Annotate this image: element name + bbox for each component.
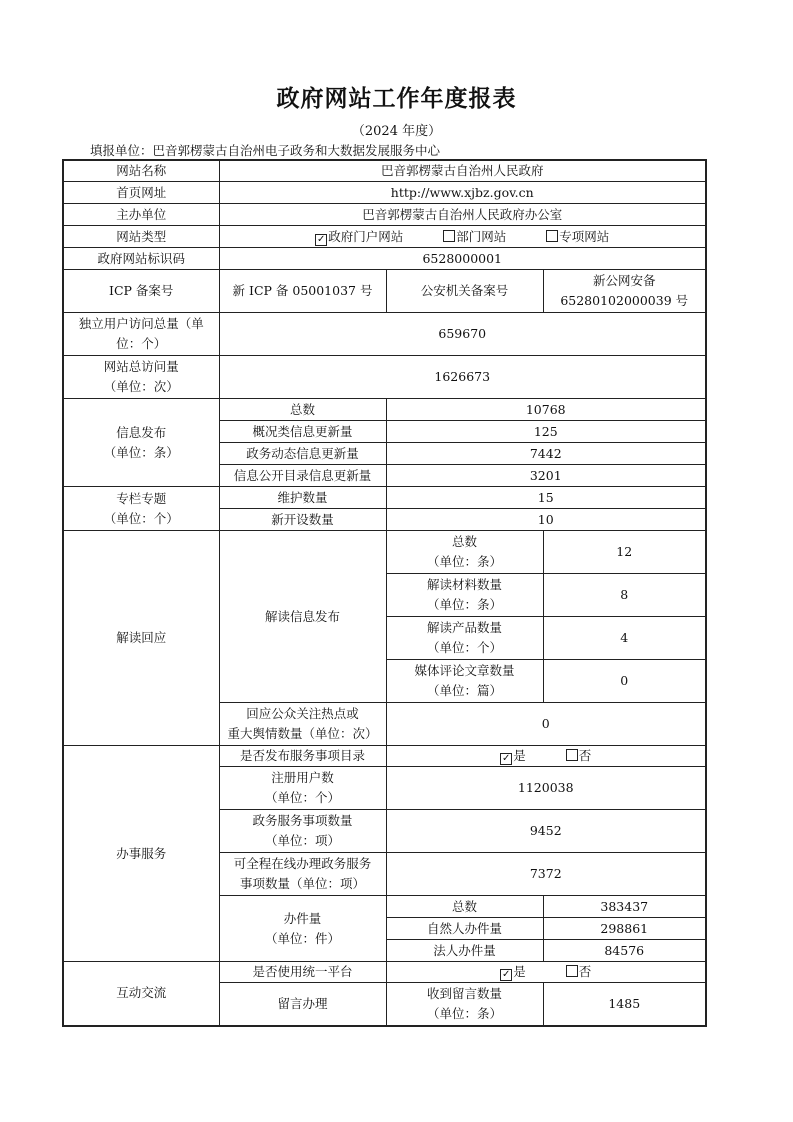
table-row xyxy=(63,356,706,399)
site-id-label: 政府网站标识码 xyxy=(63,248,219,270)
checkbox-icon[interactable] xyxy=(566,965,578,977)
home-url-label: 首页网址 xyxy=(63,182,219,204)
option-no[interactable]: 否 xyxy=(566,746,592,766)
interpret-item-label: 解读材料数量 （单位：条） xyxy=(386,574,543,617)
site-type-label: 网站类型 xyxy=(63,226,219,248)
items-count-label: 政务服务事项数量 （单位：项） xyxy=(219,810,386,853)
table-row xyxy=(63,531,706,574)
option-special[interactable]: 专项网站 xyxy=(546,227,609,247)
table-row xyxy=(63,399,706,421)
checkbox-icon[interactable] xyxy=(443,230,455,242)
interpret-sub-label: 解读信息发布 xyxy=(219,531,386,703)
message-count-label: 收到留言数量 （单位：条） xyxy=(386,983,543,1026)
table-row xyxy=(63,487,706,509)
checkbox-icon[interactable] xyxy=(566,749,578,761)
column-item-label: 维护数量 xyxy=(219,487,386,509)
uv-value: 659670 xyxy=(219,313,706,356)
volume-item-value: 383437 xyxy=(543,896,706,918)
host-unit-label: 主办单位 xyxy=(63,204,219,226)
checkbox-icon[interactable]: ✓ xyxy=(502,969,511,980)
response-label: 回应公众关注热点或 重大舆情数量（单位：次） xyxy=(219,703,386,746)
police-record-value: 新公网安备 65280102000039 号 xyxy=(543,270,706,313)
items-count-value: 9452 xyxy=(386,810,706,853)
users-label: 注册用户数 （单位：个） xyxy=(219,767,386,810)
info-item-value: 7442 xyxy=(386,443,706,465)
column-section-label: 专栏专题 （单位：个） xyxy=(63,487,219,531)
site-type-options xyxy=(219,226,706,248)
table-row xyxy=(63,204,706,226)
police-record-label: 公安机关备案号 xyxy=(386,270,543,313)
icp-label: ICP 备案号 xyxy=(63,270,219,313)
table-row xyxy=(63,962,706,983)
option-department[interactable]: 部门网站 xyxy=(443,227,506,247)
info-item-label: 政务动态信息更新量 xyxy=(219,443,386,465)
table-row xyxy=(63,248,706,270)
platform-label: 是否使用统一平台 xyxy=(219,962,386,983)
pv-value: 1626673 xyxy=(219,356,706,399)
option-portal[interactable]: ✓ 政府门户网站 xyxy=(317,228,404,245)
option-no[interactable]: 否 xyxy=(566,962,592,982)
platform-options xyxy=(386,962,706,983)
site-id-value: 6528000001 xyxy=(219,248,706,270)
option-yes[interactable]: ✓ 是 xyxy=(502,748,526,764)
info-item-label: 概况类信息更新量 xyxy=(219,421,386,443)
catalog-label: 是否发布服务事项目录 xyxy=(219,746,386,767)
checkbox-icon[interactable]: ✓ xyxy=(502,753,511,764)
page-title: 政府网站工作年度报表 xyxy=(276,85,517,112)
users-value: 1120038 xyxy=(386,767,706,810)
volume-item-label: 总数 xyxy=(386,896,543,918)
volume-item-label: 自然人办件量 xyxy=(386,918,543,940)
icp-value: 新 ICP 备 05001037 号 xyxy=(219,270,386,313)
online-label: 可全程在线办理政务服务 事项数量（单位：项） xyxy=(219,853,386,896)
volume-label: 办件量 （单位：件） xyxy=(219,896,386,962)
online-value: 7372 xyxy=(386,853,706,896)
interpret-section-label: 解读回应 xyxy=(63,531,219,746)
column-item-label: 新开设数量 xyxy=(219,509,386,531)
table-row xyxy=(63,182,706,204)
interaction-section-label: 互动交流 xyxy=(63,962,219,1026)
pv-label: 网站总访问量 （单位：次） xyxy=(63,356,219,399)
interpret-item-label: 总数 （单位：条） xyxy=(386,531,543,574)
checkbox-icon[interactable]: ✓ xyxy=(317,233,326,245)
volume-item-label: 法人办件量 xyxy=(386,940,543,962)
interpret-item-label: 解读产品数量 （单位：个） xyxy=(386,617,543,660)
interpret-item-value: 8 xyxy=(543,574,706,617)
table-row xyxy=(63,270,706,313)
info-item-label: 信息公开目录信息更新量 xyxy=(219,465,386,487)
checkbox-icon[interactable] xyxy=(546,230,558,242)
volume-item-value: 298861 xyxy=(543,918,706,940)
volume-item-value: 84576 xyxy=(543,940,706,962)
report-year: （2024 年度） xyxy=(351,124,442,139)
option-yes[interactable]: ✓ 是 xyxy=(502,964,526,980)
catalog-options xyxy=(386,746,706,767)
uv-label: 独立用户访问总量（单 位：个） xyxy=(63,313,219,356)
host-unit-value: 巴音郭楞蒙古自治州人民政府办公室 xyxy=(219,204,706,226)
home-url-value: http://www.xjbz.gov.cn xyxy=(219,182,706,204)
info-item-label: 总数 xyxy=(219,399,386,421)
table-row xyxy=(63,313,706,356)
table-row xyxy=(63,226,706,248)
interpret-item-value: 4 xyxy=(543,617,706,660)
table-row xyxy=(63,160,706,182)
column-item-value: 15 xyxy=(386,487,706,509)
site-name-label: 网站名称 xyxy=(63,160,219,182)
response-value: 0 xyxy=(386,703,706,746)
interpret-item-value: 12 xyxy=(543,531,706,574)
interpret-item-label: 媒体评论文章数量 （单位：篇） xyxy=(386,660,543,703)
info-item-value: 3201 xyxy=(386,465,706,487)
message-label: 留言办理 xyxy=(219,983,386,1026)
message-count-value: 1485 xyxy=(543,983,706,1026)
reporting-unit: 填报单位：巴音郭楞蒙古自治州电子政务和大数据发展服务中心 xyxy=(90,143,441,158)
interpret-item-value: 0 xyxy=(543,660,706,703)
site-name-value: 巴音郭楞蒙古自治州人民政府 xyxy=(219,160,706,182)
info-item-value: 10768 xyxy=(386,399,706,421)
service-section-label: 办事服务 xyxy=(63,746,219,962)
table-row xyxy=(63,746,706,767)
column-item-value: 10 xyxy=(386,509,706,531)
report-table xyxy=(62,159,707,1027)
info-section-label: 信息发布 （单位：条） xyxy=(63,399,219,487)
info-item-value: 125 xyxy=(386,421,706,443)
